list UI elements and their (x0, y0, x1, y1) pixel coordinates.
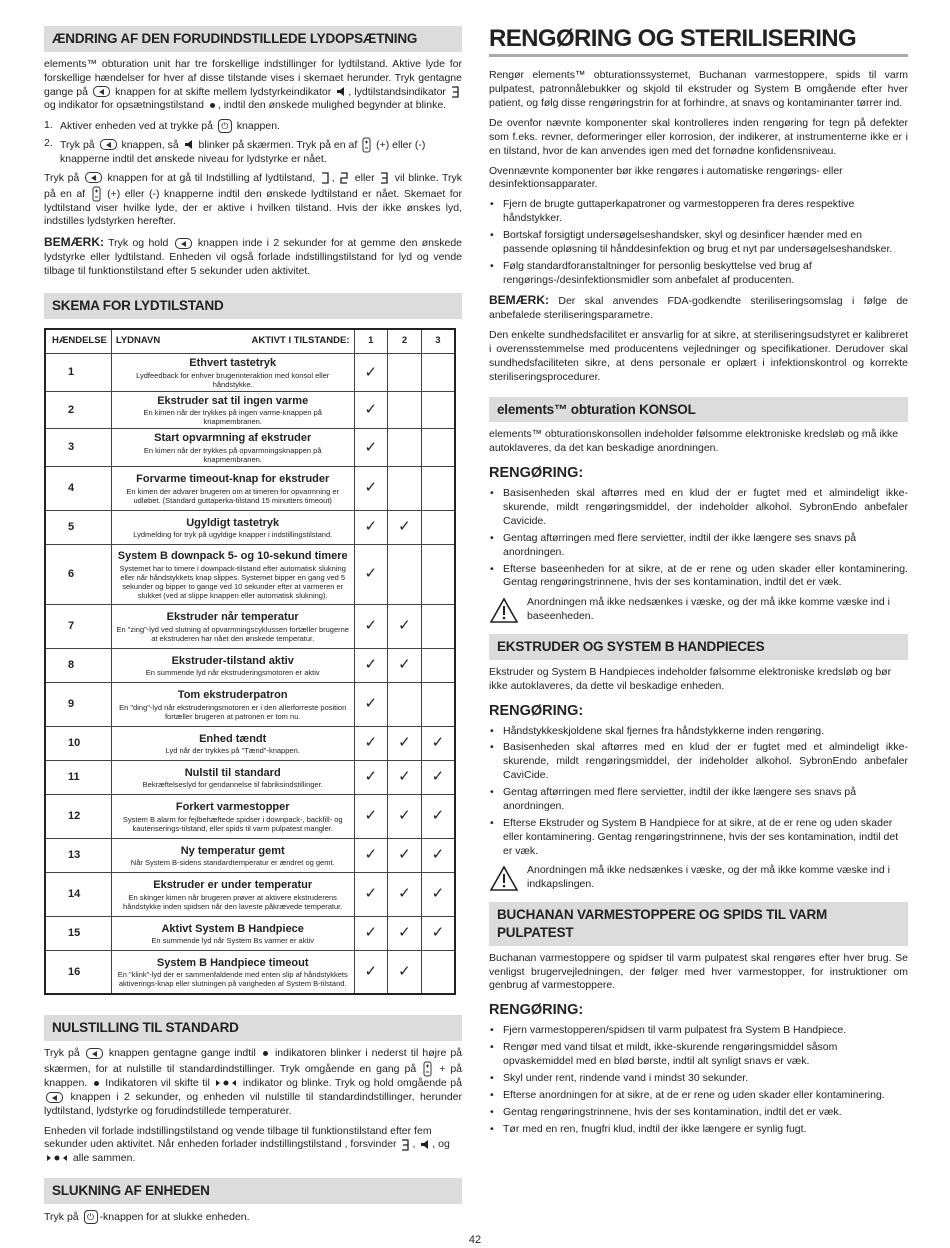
general-bullets (489, 198, 908, 287)
sound-name-cell (111, 760, 354, 794)
mode-1-check: ✓ (354, 648, 388, 682)
sound-name-cell (111, 838, 354, 872)
speaker-icon (184, 139, 194, 150)
mode-2-check: ✓ (388, 872, 422, 916)
mode-3-check: ✓ (421, 794, 455, 838)
mode-1-check: ✓ (354, 466, 388, 510)
text: -knappen for at slukke enheden. (99, 1210, 250, 1223)
event-number: 4 (45, 466, 111, 510)
table-row (45, 950, 455, 994)
sound-name: Aktivt System B Handpiece (161, 922, 304, 935)
sound-name: Enhed tændt (199, 732, 267, 745)
mode-2-check: ✓ (388, 916, 422, 950)
section-heading-sound-setting: ÆNDRING AF DEN FORUDINDSTILLEDE LYDOPSÆTNING (44, 26, 462, 52)
table-row (45, 391, 455, 429)
table-row (45, 726, 455, 760)
table-row (45, 354, 455, 392)
heat-pluggers-cleaning-heading: RENGØRING: (489, 1002, 584, 1019)
mode-3-check (421, 950, 455, 994)
text: Aktiver enheden ved at trykke på (60, 120, 213, 133)
table-row (45, 916, 455, 950)
handpieces-intro: Ekstruder og System B Handpieces indeholder følsomme elektroniske kredsløb og bør ikke autoklaveres, da dette vil beskadige enheden. (489, 665, 892, 692)
warning-triangle-icon (489, 865, 519, 892)
list-item: • Fjern de brugte guttaperkapatroner og varmestopperen fra deres respektive håndstykker. (489, 198, 908, 226)
intro-paragraph (44, 58, 462, 113)
text: knappen gentagne gange indtil (108, 1047, 256, 1060)
mode-2-check (388, 391, 422, 429)
warning-text: Anordningen må ikke nedsænkes i væske, og der må ikke komme væske ind i indkapslingen. (527, 864, 890, 891)
mode-3-check: ✓ (421, 916, 455, 950)
mode-2-check (388, 682, 422, 726)
mode-button-icon (86, 1048, 103, 1059)
section-heading-power-off: SLUKNING AF ENHEDEN (44, 1178, 462, 1204)
col-header-mode-3: 3 (421, 329, 455, 354)
sound-description: En kimen når der trykkes på ingen varme-knappen på knapmembranen. (143, 408, 322, 427)
event-number: 1 (45, 354, 111, 392)
no-automatic-cleaning: Ovennævnte komponenter bør ikke rengøres i automatiske rengørings- eller desinfektionsapparater. (489, 164, 843, 191)
mode-1-check: ✓ (354, 872, 388, 916)
event-number: 16 (45, 950, 111, 994)
sound-description: Lyd når der trykkes på "Tænd"-knappen. (165, 746, 300, 756)
plus-minus-button-icon (362, 137, 371, 153)
warning-text: Anordningen må ikke nedsænkes i væske, og der må ikke komme væske ind i baseenheden. (527, 596, 890, 623)
sound-name-cell (111, 544, 354, 604)
mode-1-check: ✓ (354, 429, 388, 467)
mode-1-check: ✓ (354, 682, 388, 726)
event-number: 11 (45, 760, 111, 794)
sound-description: En summende lyd når ekstruderingsmotoren er aktiv (145, 668, 320, 678)
sound-name-cell (111, 604, 354, 648)
sound-description: System B alarm for fejlbehæftede spidser i downpack-, backfill- og kauteriserings-tilstand, eller spids til varm pulpatest mangler. (122, 814, 343, 833)
power-button-icon: ⏻ (84, 1210, 98, 1224)
text: Tryk på (44, 171, 80, 184)
mode-3-check (421, 682, 455, 726)
mode-3-check: ✓ (421, 760, 455, 794)
mode-1-check: ✓ (354, 760, 388, 794)
mode-1-check: ✓ (354, 916, 388, 950)
sound-description: En "klink"-lyd der er sammenfaldende med enten slip af håndstykkets aktiverings-knap eller slutningen på varigheden af System B-tilstand. (117, 970, 348, 989)
page-number: 42 (468, 1234, 482, 1246)
text: knappen for at skifte mellem lydstyrkeindikator (115, 85, 332, 98)
mode-2-check (388, 544, 422, 604)
text: , indtil den ønskede mulighed begynder at blinke. (217, 99, 447, 112)
power-button-icon: ⏻ (218, 119, 232, 133)
sound-description: En summende lyd når System Bs varmer er aktiv (151, 936, 314, 946)
console-bullets (489, 487, 908, 590)
mode-3-check (421, 466, 455, 510)
mode-3-check (421, 391, 455, 429)
text: , (412, 1138, 416, 1151)
mode-1-check: ✓ (354, 544, 388, 604)
power-off-paragraph (44, 1210, 462, 1225)
text: blinker på skærmen. Tryk på en af (198, 138, 358, 151)
list-item: • Rengør med vand tilsat et mildt, ikke-skurende rengøringsmiddel såsom opvaskemiddel med en blød børste, indtil alt synligt snavs er væk. (489, 1041, 908, 1069)
sound-description: En kimen når der trykkes på opvarmningsknappen på knapmembranen. (143, 445, 322, 464)
col-header-sound-name: LYDNAVN (115, 335, 161, 347)
mode-3-check: ✓ (421, 726, 455, 760)
right-column (489, 26, 908, 1142)
table-row (45, 544, 455, 604)
text: eller (354, 171, 375, 184)
sound-name-cell (111, 872, 354, 916)
console-intro: elements™ obturationskonsollen indeholder følsomme elektroniske kredsløb og må ikke autoklaveres, da det kan beskadige anordningen. (489, 428, 899, 455)
reset-indicator-icon (46, 1154, 68, 1162)
console-cleaning-heading: RENGØRING: (489, 465, 584, 482)
mode-3-check: ✓ (421, 838, 455, 872)
sound-description: En "zing"-lyd ved slutning af opvarmningscyklussen fortæller brugerne at ekstruderen har nået den ønskede temperatur. (116, 624, 349, 643)
mode-3-check (421, 648, 455, 682)
sound-name: System B downpack 5- og 10-sekund timere (117, 550, 348, 562)
setup-dot-icon (210, 103, 215, 108)
list-item: • Efterse anordningen for at sikre, at de er rene og uden skader eller kontaminering. (489, 1089, 908, 1103)
text: knappen. (236, 120, 280, 133)
setup-dot-icon (94, 1081, 99, 1086)
sound-name: System B Handpiece timeout (156, 956, 309, 969)
sound-description: En kimen der advarer brugeren om at timeren for opvarmning er udløbet. (Standard guttaperka-tilstand 15 minutters timeout) (126, 486, 339, 505)
list-item: • Efterse Ekstruder og System B Handpiece for at sikre, at de er rene og uden skader eller kontaminering. Gentag rengøringstrinnene, hvis der ses kontamination, indtil det er væk. (489, 817, 908, 859)
list-item: • Efterse baseenheden for at sikre, at de er rene og uden skader eller kontaminering. Gentag rengøringstrinnene, hvis der ses kontamination, indtil det er væk. (489, 563, 908, 591)
event-number: 6 (45, 544, 111, 604)
sound-mode-table (44, 328, 456, 996)
sound-name: Ekstruder er under temperatur (153, 879, 313, 891)
sound-name-cell (111, 429, 354, 467)
sound-name: Forkert varmestopper (175, 801, 290, 813)
mode-1-check: ✓ (354, 794, 388, 838)
event-number: 7 (45, 604, 111, 648)
mode-1-check: ✓ (354, 950, 388, 994)
event-number: 3 (45, 429, 111, 467)
setup-dot-icon (263, 1051, 268, 1056)
facility-responsibility: Den enkelte sundhedsfacilitet er ansvarlig for at sikre, at steriliseringsudstyret er kalibreret i overensstemmelse med producentens vejledninger og specifikationer. Derudover skal sundhedsfaciliteten sikre, at dens personale er oplært i infektionskontrol og korrekte steriliseringsprocedurer. (489, 329, 908, 383)
inspection-paragraph: De ovenfor nævnte komponenter skal kontrolleres inden rengøring for tegn på defekter som f.eks. revner, deformeringer eller korrosion, der indikerer, at instrumenterne ikke er i en tilstand, hvor de kan anvendes igen med det fornødne konfidensniveau. (489, 116, 908, 157)
table-row (45, 872, 455, 916)
reset-paragraph-1 (44, 1047, 462, 1118)
sound-mode-indicator-icon (451, 86, 460, 98)
table-body (45, 354, 455, 995)
event-number: 2 (45, 391, 111, 429)
mode-2-check: ✓ (388, 794, 422, 838)
mode-1-check: ✓ (354, 510, 388, 544)
mode-3-check (421, 510, 455, 544)
step-number: 1. (44, 119, 53, 132)
text: Enheden vil forlade indstillingstilstand og vende tilbage til funktionstilstand efter fem sekunder uden aktivitet. Når enheden forlader indstillingstilstand , forsvinder (44, 1124, 432, 1151)
text: og indikator for opsætningstilstand (44, 99, 204, 112)
step-number: 2. (44, 136, 53, 149)
list-item: • Bortskaf forsigtigt undersøgelseshandsker, skyl og desinficer hænder med en passende opløsning til hånddesinfektion og brug et nyt par undersøgelseshandsker. (489, 229, 908, 257)
mode-2-check (388, 466, 422, 510)
sound-name-cell (111, 950, 354, 994)
sterilization-note (489, 293, 908, 323)
reset-paragraph-2 (44, 1125, 462, 1167)
mode-1-check: ✓ (354, 726, 388, 760)
mode-1-check: ✓ (354, 838, 388, 872)
sound-description: Systemet har to timere i downpack-tilstand efter automatisk slukning eller når håndstykkets knap slippes. Systemet bipper en gang ved 5 sekunder og bipper to gange ved 10 sekunder efter at varmeren er slukket (ved at slippe knappen eller automatisk slukning). (119, 563, 346, 600)
text: (+) eller (-) knapperne indtil den ønskede lydtilstand er nået. Skemaet for lydtilstand viser hvilke lyde, der er aktive i hvilken tilstand. Hvis der ikke ønskes lyd, indstilles lydstyrken herefter. (44, 187, 462, 228)
plus-minus-button-icon (423, 1061, 432, 1077)
text: Tryk på (60, 138, 95, 151)
text: knappen for at gå til Indstilling af lydtilstand, (107, 171, 316, 184)
heat-pluggers-intro: Buchanan varmestoppere og spidser til varm pulpatest skal rengøres efter hver brug. Se venligst brugervejledningen, der følger med hver varmestopper, for instruktioner om genbrug af varmestoppere. (489, 951, 908, 992)
mode-2-check: ✓ (388, 838, 422, 872)
speaker-icon (420, 1139, 430, 1150)
text: , og (432, 1138, 450, 1151)
text: Der skal anvendes FDA-godkendte steriliseringsomslag i følge de anbefalede steriliseringsparametre. (489, 295, 908, 322)
note-paragraph (44, 235, 462, 279)
section-heading-handpieces: EKSTRUDER OG SYSTEM B HANDPIECES (489, 634, 908, 660)
sound-name: Ugyldigt tastetryk (186, 516, 280, 529)
table-row (45, 510, 455, 544)
table-row (45, 760, 455, 794)
steps-list (44, 119, 462, 167)
warning-triangle-icon (489, 597, 519, 624)
mode-3-check (421, 544, 455, 604)
step-2 (44, 137, 462, 167)
table-row (45, 604, 455, 648)
sound-name-cell (111, 648, 354, 682)
mode-2-check (388, 429, 422, 467)
text: indikatoren blinker i nederst til højre på skærmen, for at nulstille til standardindstillinger. Tryk omgående en gang på (44, 1047, 463, 1075)
table-row (45, 648, 455, 682)
mode-3-check (421, 354, 455, 392)
sound-name-cell (111, 466, 354, 510)
sound-name: Ny temperatur gemt (180, 844, 285, 857)
text: , lydtilstandsindikator (348, 85, 446, 98)
sound-name-cell (111, 682, 354, 726)
sound-name-cell (111, 510, 354, 544)
table-row (45, 682, 455, 726)
text: Tryk på (44, 1210, 79, 1223)
mode-button-icon (100, 139, 117, 150)
mode-2-check: ✓ (388, 510, 422, 544)
console-warning (489, 596, 908, 624)
mode-3-check: ✓ (421, 872, 455, 916)
speaker-icon (336, 86, 346, 97)
text: knappen inde i 2 sekunder for at gemme den ønskede lydstyrke eller lydtilstand. Enheden vil også forlade indstillingstilstand for lyd og vende tilbage til funktionstilstand efter 5 sekunder uden aktivitet. (44, 237, 463, 278)
mode-button-icon (175, 238, 192, 249)
sound-name: Ekstruder når temperatur (166, 611, 299, 623)
sound-description: Lydfeedback for enhver brugerinteraktion med konsol eller håndstykke. (136, 370, 330, 389)
text: (+) eller (-) knapperne indtil det ønskede niveau for lydstyrke er nået. (60, 138, 426, 165)
mode-2-check: ✓ (388, 604, 422, 648)
section-heading-reset: NULSTILLING TIL STANDARD (44, 1015, 462, 1041)
sound-description: En skinger kimen når brugeren prøver at aktivere ekstruderens håndstykke inden spidsen når den laveste påkrævede temperatur. (123, 892, 343, 911)
sound-name-cell (111, 794, 354, 838)
mode-button-icon (93, 86, 110, 97)
sound-description: En "ding"-lyd når ekstruderingsmotoren er i den allerforreste position fortæller brugeren at patronen er tom nu. (119, 702, 347, 721)
sound-mode-indicator-icon (340, 172, 349, 184)
sound-name-cell (111, 726, 354, 760)
sound-name: Nulstil til standard (184, 766, 281, 779)
mode-1-check: ✓ (354, 354, 388, 392)
text: Tryk på (44, 1047, 80, 1060)
event-number: 12 (45, 794, 111, 838)
handpieces-warning (489, 864, 908, 892)
sound-description: Når System B-sidens standardtemperatur er ændret og gemt. (130, 858, 335, 868)
text: Indikatoren vil skifte til (105, 1076, 210, 1089)
sound-mode-indicator-icon (401, 1139, 410, 1151)
step-1 (44, 119, 462, 134)
section-heading-heat-pluggers: BUCHANAN VARMESTOPPERE OG SPIDS TIL VARM PULPATEST (489, 902, 908, 946)
sound-name-cell (111, 916, 354, 950)
col-header-mode-2: 2 (388, 329, 422, 354)
col-header-event: HÆNDELSE (45, 329, 111, 354)
page-title: RENGØRING OG STERILISERING (489, 26, 908, 57)
mode-2-check: ✓ (388, 648, 422, 682)
sound-description: Bekræftelseslyd for gendannelse til fabriksindstillinger. (142, 780, 323, 790)
text: elements™ obturation unit har tre forskellige indstillinger for lydtilstand. Aktive lyde for forskellige hændelser for hver af disse tilstande vises i skemaet herunder. Tryk gentagne gange på (44, 57, 462, 98)
sound-name: Ekstruder sat til ingen varme (157, 394, 309, 407)
mode-2-check: ✓ (388, 950, 422, 994)
table-row (45, 838, 455, 872)
event-number: 13 (45, 838, 111, 872)
sound-name: Start opvarmning af ekstruder (154, 432, 312, 445)
event-number: 10 (45, 726, 111, 760)
note-label: BEMÆRK: (44, 235, 104, 250)
sound-name: Ekstruder-tilstand aktiv (171, 654, 294, 667)
plus-minus-button-icon (92, 186, 101, 202)
reset-indicator-icon (215, 1079, 237, 1087)
list-item: • Gentag aftørringen med flere servietter, indtil der ikke længere ses snavs på anordningen. (489, 532, 908, 560)
text: knappen, så (121, 138, 179, 151)
mode-1-check: ✓ (354, 391, 388, 429)
mode-3-check (421, 429, 455, 467)
handpieces-cleaning-heading: RENGØRING: (489, 702, 584, 719)
text: indikator og blinke. Tryk og hold omgående på (242, 1076, 462, 1089)
list-item: • Gentag rengøringstrinnene, hvis der ses kontamination, indtil det er væk. (489, 1106, 908, 1120)
mode-2-check: ✓ (388, 760, 422, 794)
mode-2-check: ✓ (388, 726, 422, 760)
text: + på knappen. (44, 1062, 462, 1089)
col-header-name (111, 329, 354, 354)
sound-mode-indicator-icon (380, 172, 389, 184)
mode-3-check (421, 604, 455, 648)
table-row (45, 429, 455, 467)
sound-name: Tom ekstruderpatron (177, 689, 288, 701)
mode-2-check (388, 354, 422, 392)
handpieces-bullets (489, 725, 908, 859)
sound-description: Lydmelding for tryk på ugyldige knapper i indstillingstilstand. (133, 530, 333, 540)
list-item: • Fjern varmestopperen/spidsen til varm pulpatest fra System B Handpiece. (489, 1024, 908, 1038)
mode-button-icon (85, 172, 102, 183)
table-row (45, 794, 455, 838)
list-item: • Skyl under rent, rindende vand i mindst 30 sekunder. (489, 1072, 908, 1086)
list-item: • Basisenheden skal aftørres med en klud der er fugtet med et almindeligt ikke-skurende, mildt rengøringsmiddel, der indeholder alkohol. SybronEndo anbefaler Cavicide. (489, 487, 908, 529)
sound-name-cell (111, 391, 354, 429)
list-item: • Basisenheden skal aftørres med en klud der er fugtet med et almindeligt ikke-skurende, mildt rengøringsmiddel, der indeholder alkohol. SybronEndo anbefaler CaviCide. (489, 741, 908, 783)
table-header-row (45, 329, 455, 354)
list-item: • Håndstykkeskjoldene skal fjernes fra håndstykkerne inden rengøring. (489, 725, 908, 739)
sound-mode-indicator-icon (321, 172, 330, 184)
event-number: 5 (45, 510, 111, 544)
event-number: 9 (45, 682, 111, 726)
mode-button-icon (46, 1092, 63, 1103)
sound-mode-paragraph: Tryk på knappen for at gå til Indstilling af lydtilstand, , eller vil blinke. Tryk på en af (+) eller (-) knapperne indtil den ønskede lydtilstand er nået. Skemaet for lydtilstand viser hvilke lyde, der er aktive i hvilken tilstand. Hvis der ikke ønskes lyd, indstilles lydstyrken herefter. (44, 171, 463, 228)
cleaning-intro: Rengør elements™ obturationssystemet, Buchanan varmestoppere, spids til varm pulpatest, patronnålebukker og skjold til ekstruder og System B omgående efter hver patient, og følg disse rengøringstrin for at forhindre, at snavs og kontaminanter tørrer ind. (489, 69, 908, 110)
left-column (44, 26, 462, 1231)
text: vil blinke. Tryk på en af (44, 171, 463, 200)
note-label: BEMÆRK: (489, 293, 549, 308)
event-number: 14 (45, 872, 111, 916)
section-heading-sound-table: SKEMA FOR LYDTILSTAND (44, 293, 462, 319)
text: alle sammen. (72, 1152, 136, 1165)
sound-name-cell (111, 354, 354, 392)
list-item: • Gentag aftørringen med flere servietter, indtil der ikke længere ses snavs på anordningen. (489, 786, 908, 814)
section-heading-console: elements™ obturation KONSOL (489, 397, 908, 423)
table-row (45, 466, 455, 510)
event-number: 15 (45, 916, 111, 950)
text: Tryk og hold (108, 237, 169, 250)
heat-pluggers-bullets (489, 1024, 908, 1136)
event-number: 8 (45, 648, 111, 682)
list-item: • Følg standardforanstaltninger for personlig beskyttelse ved brug af rengørings-/desinfektionsmidler som anbefalet af producenten. (489, 260, 908, 288)
sound-name: Forvarme timeout-knap for ekstruder (136, 473, 330, 485)
list-item: • Tør med en ren, fnugfri klud, indtil der ikke længere er synlig fugt. (489, 1123, 908, 1137)
sound-name: Ethvert tastetryk (189, 357, 277, 370)
col-header-active: AKTIVT I TILSTANDE: (251, 335, 350, 347)
col-header-mode-1: 1 (354, 329, 388, 354)
mode-1-check: ✓ (354, 604, 388, 648)
text: knappen i 2 sekunder, og enheden vil nulstille til standardindstillinger, herunder lydtilstand, lydstyrke og forudindstillede temperaturer. (44, 1090, 463, 1117)
